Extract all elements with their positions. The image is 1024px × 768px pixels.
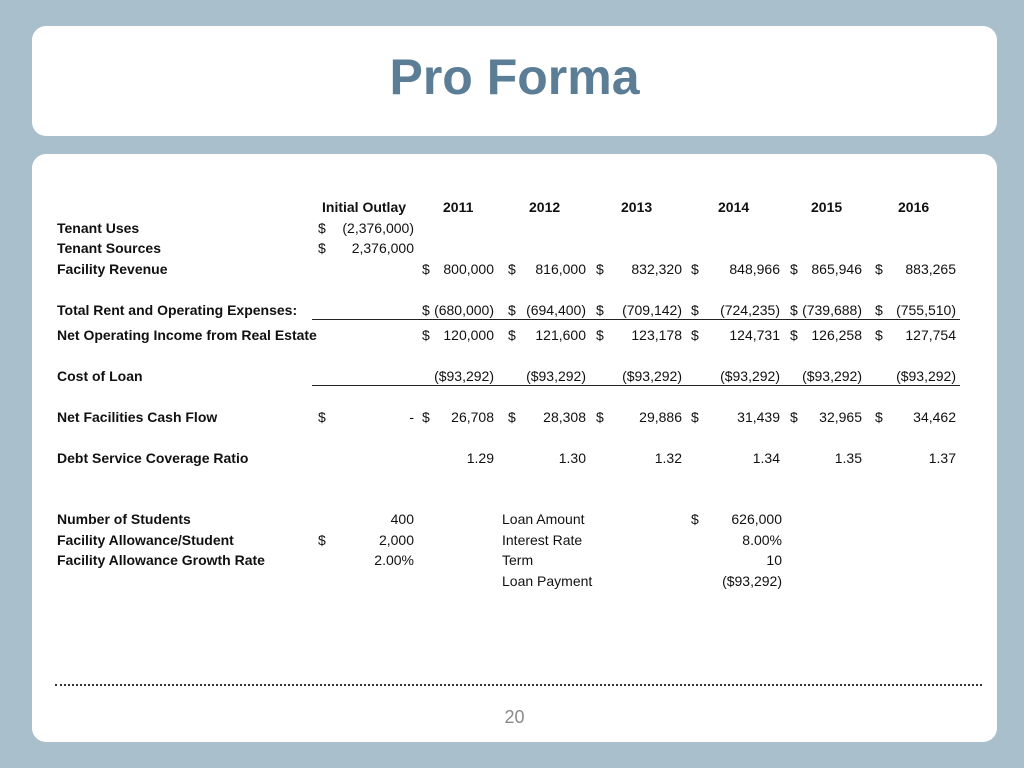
year-value-cell: ($93,292) [434, 368, 494, 384]
year-value-cell: (694,400) [526, 302, 586, 318]
year-value-cell: 1.30 [558, 450, 586, 466]
year-value-cell: ($93,292) [896, 368, 956, 384]
currency-symbol: $ [508, 302, 516, 318]
year-value-cell: ($93,292) [720, 368, 780, 384]
row-label: Facility Revenue [57, 261, 168, 277]
currency-symbol: $ [596, 327, 604, 343]
year-value-cell: 124,731 [729, 327, 780, 343]
currency-symbol: $ [596, 261, 604, 277]
currency-symbol: $ [318, 532, 326, 548]
year-value-cell: (739,688) [802, 302, 862, 318]
loan-label: Loan Payment [502, 573, 593, 589]
year-value-cell: 126,258 [811, 327, 862, 343]
year-value-cell: 120,000 [443, 327, 494, 343]
column-header: 2013 [621, 199, 653, 215]
year-value-cell: 848,966 [729, 261, 780, 277]
row-label: Net Operating Income from Real Estate [57, 327, 317, 343]
year-value-cell: 800,000 [443, 261, 494, 277]
currency-symbol: $ [875, 327, 883, 343]
loan-value: ($93,292) [722, 573, 782, 589]
year-value-cell: (724,235) [720, 302, 780, 318]
year-value-cell: ($93,292) [802, 368, 862, 384]
year-value-cell: 32,965 [819, 409, 862, 425]
currency-symbol: $ [790, 327, 798, 343]
assumption-label: Number of Students [57, 511, 191, 527]
year-value-cell: 816,000 [535, 261, 586, 277]
loan-value: 10 [766, 552, 782, 568]
currency-symbol: $ [875, 409, 883, 425]
currency-symbol: $ [422, 327, 430, 343]
currency-symbol: $ [596, 409, 604, 425]
year-value-cell: 28,308 [543, 409, 586, 425]
year-value-cell: 26,708 [451, 409, 494, 425]
year-value-cell: 1.37 [928, 450, 956, 466]
currency-symbol: $ [422, 261, 430, 277]
year-value-cell: 127,754 [905, 327, 956, 343]
year-value-cell: 865,946 [811, 261, 862, 277]
year-value-cell: (755,510) [896, 302, 956, 318]
loan-value: 626,000 [731, 511, 782, 527]
currency-symbol: $ [691, 511, 699, 527]
total-underline [312, 319, 960, 320]
year-value-cell: (680,000) [434, 302, 494, 318]
loan-label: Loan Amount [502, 511, 585, 527]
assumption-label: Facility Allowance/Student [57, 532, 234, 548]
loan-label: Interest Rate [502, 532, 583, 548]
currency-symbol: $ [790, 261, 798, 277]
year-value-cell: ($93,292) [622, 368, 682, 384]
year-value-cell: (709,142) [622, 302, 682, 318]
total-underline [312, 385, 960, 386]
currency-symbol: $ [422, 302, 430, 318]
column-header: 2015 [811, 199, 843, 215]
row-label: Cost of Loan [57, 368, 143, 384]
initial-outlay-cell: - [409, 409, 414, 425]
assumption-value: 400 [390, 511, 414, 527]
year-value-cell: 31,439 [737, 409, 780, 425]
loan-label: Term [502, 552, 534, 568]
row-label: Net Facilities Cash Flow [57, 409, 218, 425]
row-label: Total Rent and Operating Expenses: [57, 302, 298, 318]
year-value-cell: 34,462 [913, 409, 956, 425]
year-value-cell: 832,320 [631, 261, 682, 277]
currency-symbol: $ [691, 409, 699, 425]
assumption-value: 2,000 [378, 532, 414, 548]
loan-value: 8.00% [742, 532, 782, 548]
content-card [32, 154, 997, 742]
currency-symbol: $ [790, 409, 798, 425]
year-value-cell: 29,886 [639, 409, 682, 425]
column-header: 2012 [529, 199, 561, 215]
year-value-cell: 123,178 [631, 327, 682, 343]
column-header: Initial Outlay [322, 199, 407, 215]
currency-symbol: $ [318, 409, 326, 425]
currency-symbol: $ [691, 302, 699, 318]
row-label: Tenant Sources [57, 240, 161, 256]
currency-symbol: $ [596, 302, 604, 318]
currency-symbol: $ [790, 302, 798, 318]
currency-symbol: $ [508, 327, 516, 343]
year-value-cell: 1.35 [834, 450, 862, 466]
footer-divider [55, 684, 982, 686]
year-value-cell: 1.32 [654, 450, 682, 466]
column-header: 2011 [443, 199, 474, 215]
year-value-cell: 1.29 [466, 450, 494, 466]
currency-symbol: $ [422, 409, 430, 425]
currency-symbol: $ [508, 409, 516, 425]
row-label: Debt Service Coverage Ratio [57, 450, 249, 466]
currency-symbol: $ [691, 261, 699, 277]
assumption-label: Facility Allowance Growth Rate [57, 552, 265, 568]
initial-outlay-cell: (2,376,000) [342, 220, 414, 236]
currency-symbol: $ [875, 261, 883, 277]
year-value-cell: 121,600 [535, 327, 586, 343]
title-card [32, 26, 997, 136]
column-header: 2014 [718, 199, 750, 215]
slide-title: Pro Forma [389, 49, 640, 105]
assumption-value: 2.00% [374, 552, 414, 568]
currency-symbol: $ [691, 327, 699, 343]
currency-symbol: $ [508, 261, 516, 277]
page-number: 20 [504, 707, 525, 727]
row-label: Tenant Uses [57, 220, 140, 236]
currency-symbol: $ [318, 220, 326, 236]
year-value-cell: ($93,292) [526, 368, 586, 384]
year-value-cell: 1.34 [752, 450, 780, 466]
column-header: 2016 [898, 199, 930, 215]
year-value-cell: 883,265 [905, 261, 956, 277]
currency-symbol: $ [875, 302, 883, 318]
initial-outlay-cell: 2,376,000 [351, 240, 414, 256]
currency-symbol: $ [318, 240, 326, 256]
